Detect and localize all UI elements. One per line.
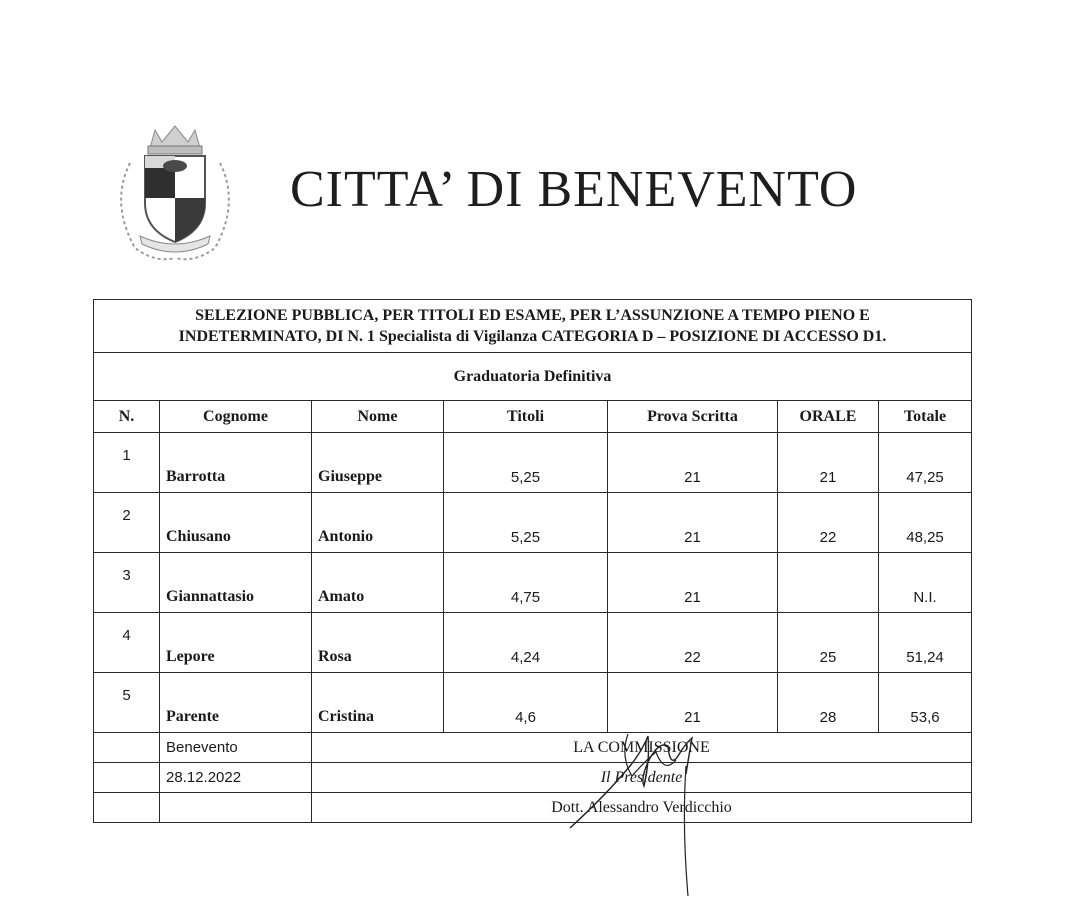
- footer-president-role: Il Presidente: [312, 763, 972, 793]
- cell-written-test: 21: [608, 553, 778, 613]
- table-row: [94, 673, 972, 733]
- city-coat-of-arms-emblem: [100, 118, 250, 268]
- cell-name: Antonio: [312, 493, 444, 553]
- table-row: [94, 433, 972, 493]
- cell-number: 3: [94, 553, 160, 613]
- cell-titles: 5,25: [444, 493, 608, 553]
- cell-number: 2: [94, 493, 160, 553]
- ranking-subheading: Graduatoria Definitiva: [94, 353, 972, 401]
- cell-written-test: 21: [608, 493, 778, 553]
- footer-row-date: [94, 763, 972, 793]
- table-row: [94, 613, 972, 673]
- selection-heading-line-2: INDETERMINATO, DI N. 1 Specialista di Vigilanza CATEGORIA D – POSIZIONE DI ACCESSO D1.: [178, 328, 887, 345]
- footer-row-signatory: [94, 793, 972, 823]
- column-header-number: N.: [94, 401, 160, 433]
- cell-surname: Barrotta: [160, 433, 312, 493]
- cell-name: Amato: [312, 553, 444, 613]
- footer-date: 28.12.2022: [160, 763, 312, 793]
- column-header-surname: Cognome: [160, 401, 312, 433]
- footer-empty-cell: [94, 793, 160, 823]
- table-row: [94, 553, 972, 613]
- city-title: CITTA’ DI BENEVENTO: [290, 161, 858, 218]
- cell-surname: Parente: [160, 673, 312, 733]
- cell-oral: [778, 553, 879, 613]
- cell-name: Cristina: [312, 673, 444, 733]
- ranking-table: [93, 299, 972, 823]
- selection-heading-line-1: SELEZIONE PUBBLICA, PER TITOLI ED ESAME, PER L’ASSUNZIONE A TEMPO PIENO E: [195, 307, 870, 324]
- cell-titles: 4,6: [444, 673, 608, 733]
- table-header-row: [94, 401, 972, 433]
- cell-name: Rosa: [312, 613, 444, 673]
- selection-heading: [94, 300, 972, 353]
- cell-titles: 4,75: [444, 553, 608, 613]
- cell-total: 47,25: [879, 433, 972, 493]
- footer-signatory: Dott. Alessandro Verdicchio: [312, 793, 972, 823]
- footer-place: Benevento: [160, 733, 312, 763]
- footer-empty-cell: [160, 793, 312, 823]
- cell-titles: 4,24: [444, 613, 608, 673]
- cell-surname: Giannattasio: [160, 553, 312, 613]
- column-header-written-test: Prova Scritta: [608, 401, 778, 433]
- cell-written-test: 21: [608, 433, 778, 493]
- cell-written-test: 21: [608, 673, 778, 733]
- cell-titles: 5,25: [444, 433, 608, 493]
- column-header-total: Totale: [879, 401, 972, 433]
- footer-empty-cell: [94, 763, 160, 793]
- cell-name: Giuseppe: [312, 433, 444, 493]
- cell-surname: Lepore: [160, 613, 312, 673]
- cell-number: 1: [94, 433, 160, 493]
- cell-total: 51,24: [879, 613, 972, 673]
- column-header-oral: ORALE: [778, 401, 879, 433]
- cell-oral: 22: [778, 493, 879, 553]
- footer-row-place: [94, 733, 972, 763]
- cell-total: 48,25: [879, 493, 972, 553]
- footer-empty-cell: [94, 733, 160, 763]
- cell-surname: Chiusano: [160, 493, 312, 553]
- cell-number: 4: [94, 613, 160, 673]
- cell-written-test: 22: [608, 613, 778, 673]
- cell-oral: 28: [778, 673, 879, 733]
- footer-commission: LA COMMISSIONE: [312, 733, 972, 763]
- cell-number: 5: [94, 673, 160, 733]
- cell-total: 53,6: [879, 673, 972, 733]
- table-row: [94, 493, 972, 553]
- column-header-titles: Titoli: [444, 401, 608, 433]
- cell-total: N.I.: [879, 553, 972, 613]
- cell-oral: 25: [778, 613, 879, 673]
- cell-oral: 21: [778, 433, 879, 493]
- column-header-name: Nome: [312, 401, 444, 433]
